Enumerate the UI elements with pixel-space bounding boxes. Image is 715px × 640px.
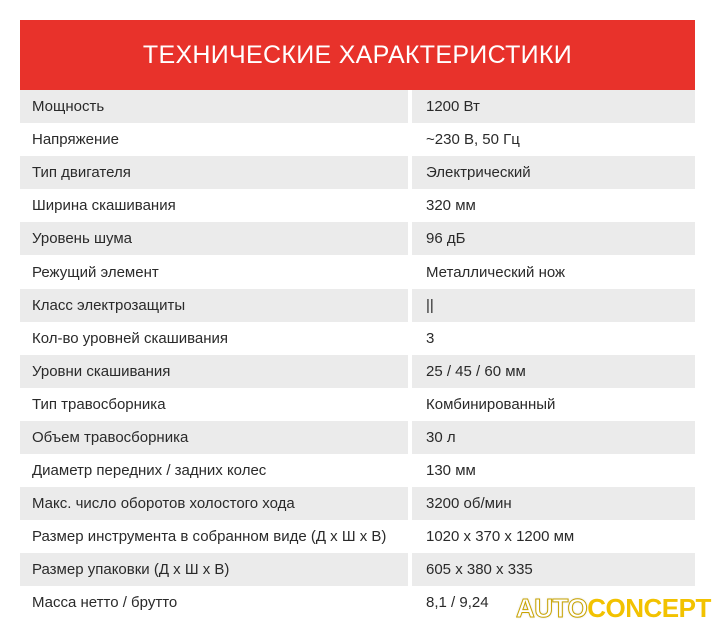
spec-value: 605 x 380 x 335 (426, 561, 533, 579)
spec-label: Тип травосборника (32, 395, 166, 413)
spec-value: 30 л (426, 428, 456, 446)
spec-value: Металлический нож (426, 263, 566, 281)
table-row (20, 222, 695, 255)
spec-label: Диаметр передних / задних колес (32, 462, 267, 480)
table-row (20, 421, 695, 454)
spec-label: Напряжение (32, 131, 119, 149)
spec-label: Мощность (32, 98, 105, 116)
spec-value: 320 мм (426, 197, 476, 215)
autoconcept-watermark (512, 593, 715, 623)
table-row (20, 90, 695, 123)
table-row (20, 255, 695, 288)
table-row (20, 123, 695, 156)
spec-label: Кол-во уровней скашивания (32, 329, 229, 347)
spec-value: 130 мм (426, 462, 476, 480)
watermark-concept: CONCEPT (587, 593, 711, 623)
spec-label: Макс. число оборотов холостого хода (32, 495, 295, 513)
spec-label: Размер упаковки (Д х Ш х В) (32, 561, 230, 579)
spec-label: Класс электрозащиты (32, 296, 186, 314)
table-row (20, 322, 695, 355)
spec-value: 96 дБ (426, 230, 466, 248)
spec-value: 1020 x 370 x 1200 мм (426, 528, 575, 546)
table-row (20, 289, 695, 322)
spec-label: Масса нетто / брутто (32, 594, 178, 612)
table-row (20, 553, 695, 586)
table-row (20, 355, 695, 388)
table-row (20, 454, 695, 487)
spec-value: 3200 об/мин (426, 495, 512, 513)
specs-title: ТЕХНИЧЕСКИЕ ХАРАКТЕРИСТИКИ (20, 20, 695, 90)
spec-value: || (426, 296, 434, 314)
table-row (20, 388, 695, 421)
spec-value: ~230 В, 50 Гц (426, 131, 520, 149)
watermark-auto: AUTO (516, 593, 588, 623)
table-row (20, 520, 695, 553)
spec-value: 1200 Вт (426, 98, 480, 116)
spec-value: 8,1 / 9,24 (426, 594, 489, 612)
spec-value: 3 (426, 329, 435, 347)
spec-label: Ширина скашивания (32, 197, 176, 215)
specs-table (20, 90, 695, 620)
spec-value: Электрический (426, 164, 531, 182)
table-row (20, 156, 695, 189)
spec-value: 25 / 45 / 60 мм (426, 362, 526, 380)
spec-label: Уровни скашивания (32, 362, 171, 380)
spec-value: Комбинированный (426, 395, 556, 413)
spec-label: Тип двигателя (32, 164, 131, 182)
table-row (20, 189, 695, 222)
table-row (20, 487, 695, 520)
spec-label: Объем травосборника (32, 428, 189, 446)
spec-label: Размер инструмента в собранном виде (Д х Ш х В) (32, 528, 387, 546)
spec-label: Уровень шума (32, 230, 132, 248)
spec-label: Режущий элемент (32, 263, 159, 281)
